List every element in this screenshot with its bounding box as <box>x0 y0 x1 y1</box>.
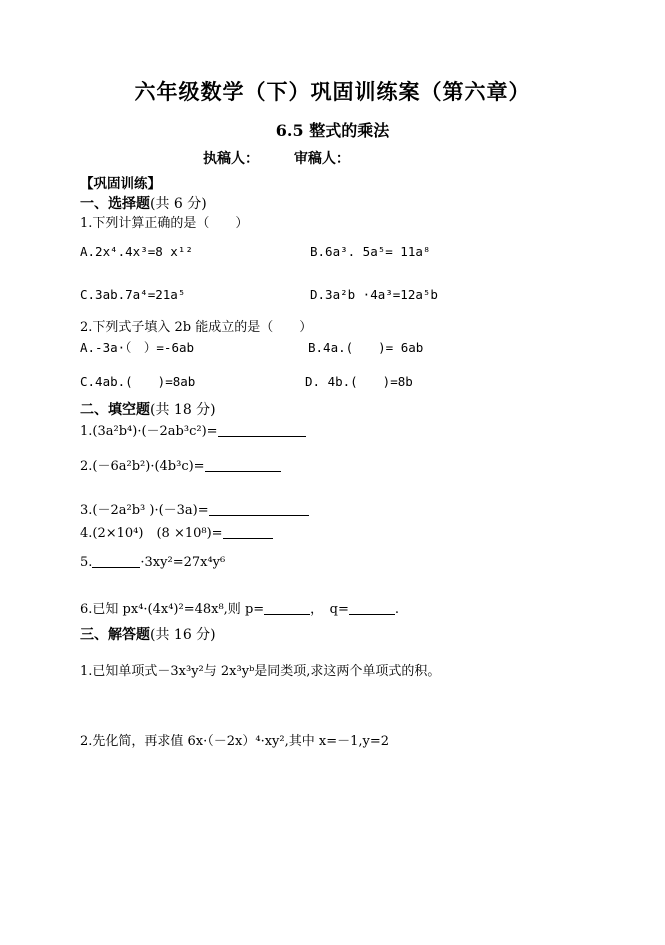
s2-q6-end: . <box>394 602 400 617</box>
s2-q4-text: 4.(2×10⁴) (8 ×10⁸)= <box>80 526 223 541</box>
section1-title: 一、选择题 <box>80 196 150 212</box>
s2-q5-suffix: ·3xy²=27x⁴y⁶ <box>140 555 226 570</box>
s2-q1 <box>80 420 306 439</box>
s1-q2-stem: 2.下列式子填入 2b 能成立的是（ ） <box>80 320 313 335</box>
s2-q2-text: 2.(－6a²b²)·(4b³c)= <box>80 459 205 474</box>
s2-q3-text: 3.(－2a²b³ )·(－3a)= <box>80 503 209 518</box>
s1-q2-option-b: B.4a.( )= 6ab <box>308 340 424 355</box>
reviewer-label: 审稿人： <box>293 151 350 167</box>
s3-q2: 2.先化简，再求值 6x·（－2x）⁴·xy²,其中 x=－1,y=2 <box>80 734 390 749</box>
s2-q2 <box>80 455 281 474</box>
s2-q4 <box>80 522 273 541</box>
section2-score: (共 18 分) <box>150 402 216 418</box>
s2-q6-p-blank[interactable] <box>264 602 310 615</box>
section2-title: 二、填空题 <box>80 402 150 418</box>
s2-q3 <box>80 499 309 518</box>
s2-q2-blank[interactable] <box>205 459 281 472</box>
s2-q6-q-blank[interactable] <box>349 602 395 615</box>
s2-q6-text: 6.已知 px⁴·(4x⁴)²=48x⁸,则 p= <box>80 602 265 617</box>
practice-label: 【巩固训练】 <box>80 176 161 192</box>
s2-q6-mid: ， q= <box>310 602 349 617</box>
page-title: 六年级数学（下）巩固训练案（第六章） <box>134 79 531 104</box>
s1-q2-option-d: D. 4b.( )=8b <box>305 374 413 389</box>
s2-q1-text: 1.(3a²b⁴)·(－2ab³c²)= <box>80 424 218 439</box>
section1-heading <box>80 193 207 213</box>
section1-score: (共 6 分) <box>150 196 207 212</box>
s2-q5 <box>80 555 225 570</box>
s1-q2-option-a: A.-3a·（ ）=-6ab <box>80 340 195 355</box>
section2-heading <box>80 399 216 419</box>
section3-heading <box>80 624 216 644</box>
s2-q5-blank[interactable] <box>92 555 140 568</box>
s1-q1-option-a: A.2x⁴.4x³=8 x¹² <box>80 244 193 259</box>
s1-q1-option-d: D.3a²b ·4a³=12a⁵b <box>310 287 438 302</box>
section3-title: 三、解答题 <box>80 627 150 643</box>
s2-q4-blank[interactable] <box>223 526 273 539</box>
s1-q2-option-c: C.4ab.( )=8ab <box>80 374 196 389</box>
lesson-subtitle: 6.5 整式的乘法 <box>275 121 390 140</box>
s3-q1: 1.已知单项式－3x³y²与 2x³yᵇ是同类项,求这两个单项式的积。 <box>80 664 441 679</box>
s2-q5-prefix: 5. <box>80 555 93 570</box>
s2-q6 <box>80 598 399 617</box>
s1-q1-option-c: C.3ab.7a⁴=21a⁵ <box>80 287 186 302</box>
s2-q3-blank[interactable] <box>209 503 309 516</box>
author-label: 执稿人： <box>203 151 259 167</box>
authors-line <box>203 148 380 168</box>
s2-q1-blank[interactable] <box>218 424 306 437</box>
s1-q1-option-b: B.6a³. 5a⁵= 11a⁸ <box>310 244 431 259</box>
section3-score: (共 16 分) <box>150 627 216 643</box>
s1-q1-stem: 1.下列计算正确的是（ ） <box>80 216 249 231</box>
